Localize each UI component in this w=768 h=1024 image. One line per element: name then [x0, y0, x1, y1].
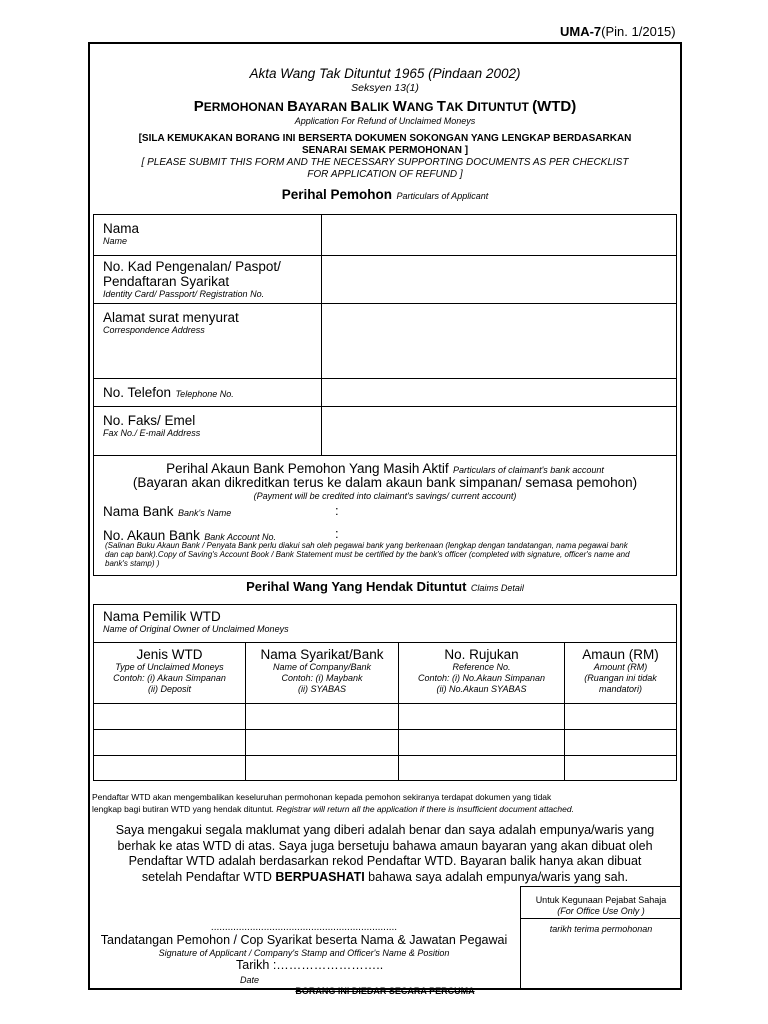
title-part-cap: T: [436, 98, 446, 115]
bank-name-label: Nama Bank: [103, 504, 174, 519]
bank-footnote: [105, 541, 675, 568]
applicant-heading-en: Particulars of Applicant: [396, 191, 489, 201]
col-reference-title: No. Rujukan: [444, 647, 519, 662]
account-field[interactable]: [345, 525, 665, 541]
col-type-en: Type of Unclaimed Moneys: [115, 662, 224, 672]
title-suffix: (WTD): [532, 98, 577, 115]
col-company-en: Name of Company/Bank: [272, 662, 372, 672]
bank-name-field[interactable]: [345, 502, 665, 520]
col-reference-ex1: Contoh: (i) No.Akaun Simpanan: [417, 673, 546, 683]
ic-label-2: Pendaftaran Syarikat: [103, 274, 230, 289]
bank-note: (Bayaran akan dikreditkan terus ke dalam akaun bank simpanan/ semasa pemohon): [132, 475, 638, 490]
bank-footnote-1: (Salinan Buku Akaun Bank / Penyata Bank perlu diakui sah oleh pegawai bank yang berkenaan (lengkap dengan tandatangan, nama pegawai bank: [105, 541, 628, 550]
signature-label-en: Signature of Applicant / Company's Stamp and Officer's Name & Position: [158, 948, 450, 958]
notice-line-2-en: Registrar will return all the application if there is insufficient document attached.: [276, 804, 574, 814]
title-part-rest: ALIK: [361, 100, 393, 114]
col-type: [94, 647, 245, 695]
account-label: No. Akaun Bank: [103, 528, 200, 543]
title-part-rest: ANG: [406, 100, 437, 114]
col-amount-en: Amount (RM): [593, 662, 648, 672]
notice-line-2: [92, 803, 678, 815]
col-company-ex1: Contoh: (i) Maybank: [281, 673, 363, 683]
section-ref: Seksyen 13(1): [351, 82, 419, 94]
declaration-line-3: Pendaftar WTD adalah berdasarkan rekod Pendaftar WTD. Bayaran balik hanya akan dibuat: [128, 854, 642, 868]
claims-heading-ms: Perihal Wang Yang Hendak Dituntut: [246, 579, 467, 594]
col-amount-title: Amaun (RM): [582, 647, 659, 662]
date-field[interactable]: Tarikh :……………………..: [236, 958, 384, 972]
col-reference-ex2: (ii) No.Akaun SYABAS: [436, 684, 527, 694]
act-title: Akta Wang Tak Dituntut 1965 (Pindaan 2002): [249, 66, 521, 81]
claims-heading-en: Claims Detail: [470, 583, 524, 593]
title-part-cap: B: [287, 98, 298, 115]
table-row[interactable]: [94, 756, 676, 780]
declaration-line-4: setelah Pendaftar WTD BERPUASHATI bahawa saya adalah empunya/waris yang sah.: [141, 869, 629, 884]
col-amount-ex1: (Ruangan ini tidak: [584, 673, 657, 683]
bank-heading-ms: Perihal Akaun Bank Pemohon Yang Masih Aktif: [166, 461, 449, 476]
title-part-rest: AYARAN: [297, 100, 351, 114]
ic-label-cell: [103, 259, 281, 300]
instruction-ms-1: [SILA KEMUKAKAN BORANG INI BERSERTA DOKUMEN SOKONGAN YANG LENGKAP BERDASARKAN: [138, 133, 632, 144]
instruction-ms-2: SENARAI SEMAK PERMOHONAN ]: [301, 145, 469, 156]
bank-heading-en: Particulars of claimant's bank account: [453, 465, 604, 475]
ic-label-en: Identity Card/ Passport/ Registration No.: [103, 289, 265, 299]
col-type-ex2: (ii) Deposit: [147, 684, 191, 694]
bank-name-label-en: Bank's Name: [178, 508, 232, 518]
notice-line-2-ms: lengkap bagi butiran WTD yang hendak dituntut.: [92, 804, 274, 814]
name-label-cell: [103, 221, 139, 247]
office-use-title-en: (For Office Use Only ): [557, 906, 645, 916]
form-title: [90, 98, 680, 116]
account-colon: :: [335, 526, 339, 541]
bank-name-row: [103, 503, 231, 521]
form-code-rest: (Pin. 1/2015): [601, 24, 676, 39]
date-received-label: tarikh terima permohonan: [549, 924, 653, 934]
form-code-bold: UMA-7: [560, 24, 602, 39]
notice-line-1: Pendaftar WTD akan mengembalikan keseluruhan permohonan kepada pemohon sekiranya terdapat dokumen yang tidak: [92, 792, 552, 802]
applicant-heading: [90, 186, 680, 204]
col-company-title: Nama Syarikat/Bank: [260, 647, 384, 662]
phone-label-en: Telephone No.: [175, 389, 234, 399]
name-label: Nama: [103, 221, 140, 236]
footer-note: BORANG INI DIEDAR SECARA PERCUMA: [295, 986, 475, 996]
address-field[interactable]: [323, 305, 675, 377]
owner-field[interactable]: [380, 606, 674, 641]
owner-label-cell: [103, 609, 289, 635]
name-field[interactable]: [323, 216, 675, 254]
col-reference-en: Reference No.: [452, 662, 511, 672]
notice: [92, 791, 678, 815]
ic-label-1: No. Kad Pengenalan/ Paspot/: [103, 259, 281, 274]
phone-field[interactable]: [323, 380, 675, 405]
declaration: [90, 823, 680, 885]
form-code: [560, 24, 676, 39]
ic-field[interactable]: [323, 257, 675, 302]
claims-heading: [90, 578, 680, 596]
owner-label: Nama Pemilik WTD: [103, 609, 221, 624]
bank-name-colon: :: [335, 503, 339, 518]
instruction-en-1: [ PLEASE SUBMIT THIS FORM AND THE NECESSARY SUPPORTING DOCUMENTS AS PER CHECKLIST: [141, 157, 629, 168]
form-title-en: Application For Refund of Unclaimed Moneys: [294, 116, 476, 126]
signature-label: Tandatangan Pemohon / Cop Syarikat beserta Nama & Jawatan Pegawai: [100, 933, 508, 947]
col-type-title: Jenis WTD: [136, 647, 203, 662]
table-row[interactable]: [94, 730, 676, 755]
title-part-cap: P: [193, 98, 204, 115]
phone-label: No. Telefon: [103, 385, 172, 400]
col-amount: [565, 647, 676, 695]
declaration-line-2: berhak ke atas WTD di atas. Saya juga bersetuju bahawa amaun bayaran yang akan dibuat oleh: [117, 838, 653, 853]
bank-footnote-2: dan cap bank).Copy of Saving's Account Book / Bank Statement must be certified by the bank's officer (completed with signature, officer's name and: [105, 550, 630, 559]
title-part-cap: D: [466, 98, 478, 115]
fax-label-en: Fax No./ E-mail Address: [103, 428, 201, 438]
date-label-en: Date: [240, 975, 260, 985]
bank-footnote-3: bank's stamp) ): [105, 559, 160, 568]
address-label: Alamat surat menyurat: [103, 310, 239, 325]
declaration-line-1: Saya mengakui segala maklumat yang diberi adalah benar dan saya adalah empunya/waris yang: [115, 823, 655, 837]
title-part-cap: B: [350, 98, 362, 115]
fax-label: No. Faks/ Emel: [103, 413, 196, 428]
fax-label-cell: [103, 413, 200, 439]
title-part-cap: W: [392, 98, 407, 115]
col-company-ex2: (ii) SYABAS: [297, 684, 346, 694]
phone-label-cell: [103, 384, 234, 402]
col-company: [246, 647, 398, 695]
signature-line[interactable]: ...................................................................: [210, 922, 398, 933]
title-part-rest: AK: [445, 100, 467, 114]
table-row[interactable]: [94, 704, 676, 729]
account-label-en: Bank Account No.: [204, 532, 276, 542]
col-reference: [399, 647, 564, 695]
office-use-title: Untuk Kegunaan Pejabat Sahaja: [535, 895, 667, 905]
title-part-rest: ITUNTUT: [477, 100, 533, 114]
fax-email-field[interactable]: [323, 408, 675, 454]
address-label-cell: [103, 310, 239, 336]
col-amount-ex2: mandatori): [598, 684, 643, 694]
instruction-en-2: FOR APPLICATION OF REFUND ]: [307, 169, 463, 180]
applicant-heading-ms: Perihal Pemohon: [281, 187, 393, 202]
declaration-emphasis: BERPUASHATI: [275, 869, 365, 884]
owner-label-en: Name of Original Owner of Unclaimed Moneys: [103, 624, 289, 634]
title-part-rest: ERMOHONAN: [203, 100, 288, 114]
bank-note-en: (Payment will be credited into claimant's savings/ current account): [253, 491, 517, 501]
name-label-en: Name: [103, 236, 128, 246]
col-type-ex1: Contoh: (i) Akaun Simpanan: [113, 673, 226, 683]
address-label-en: Correspondence Address: [103, 325, 205, 335]
